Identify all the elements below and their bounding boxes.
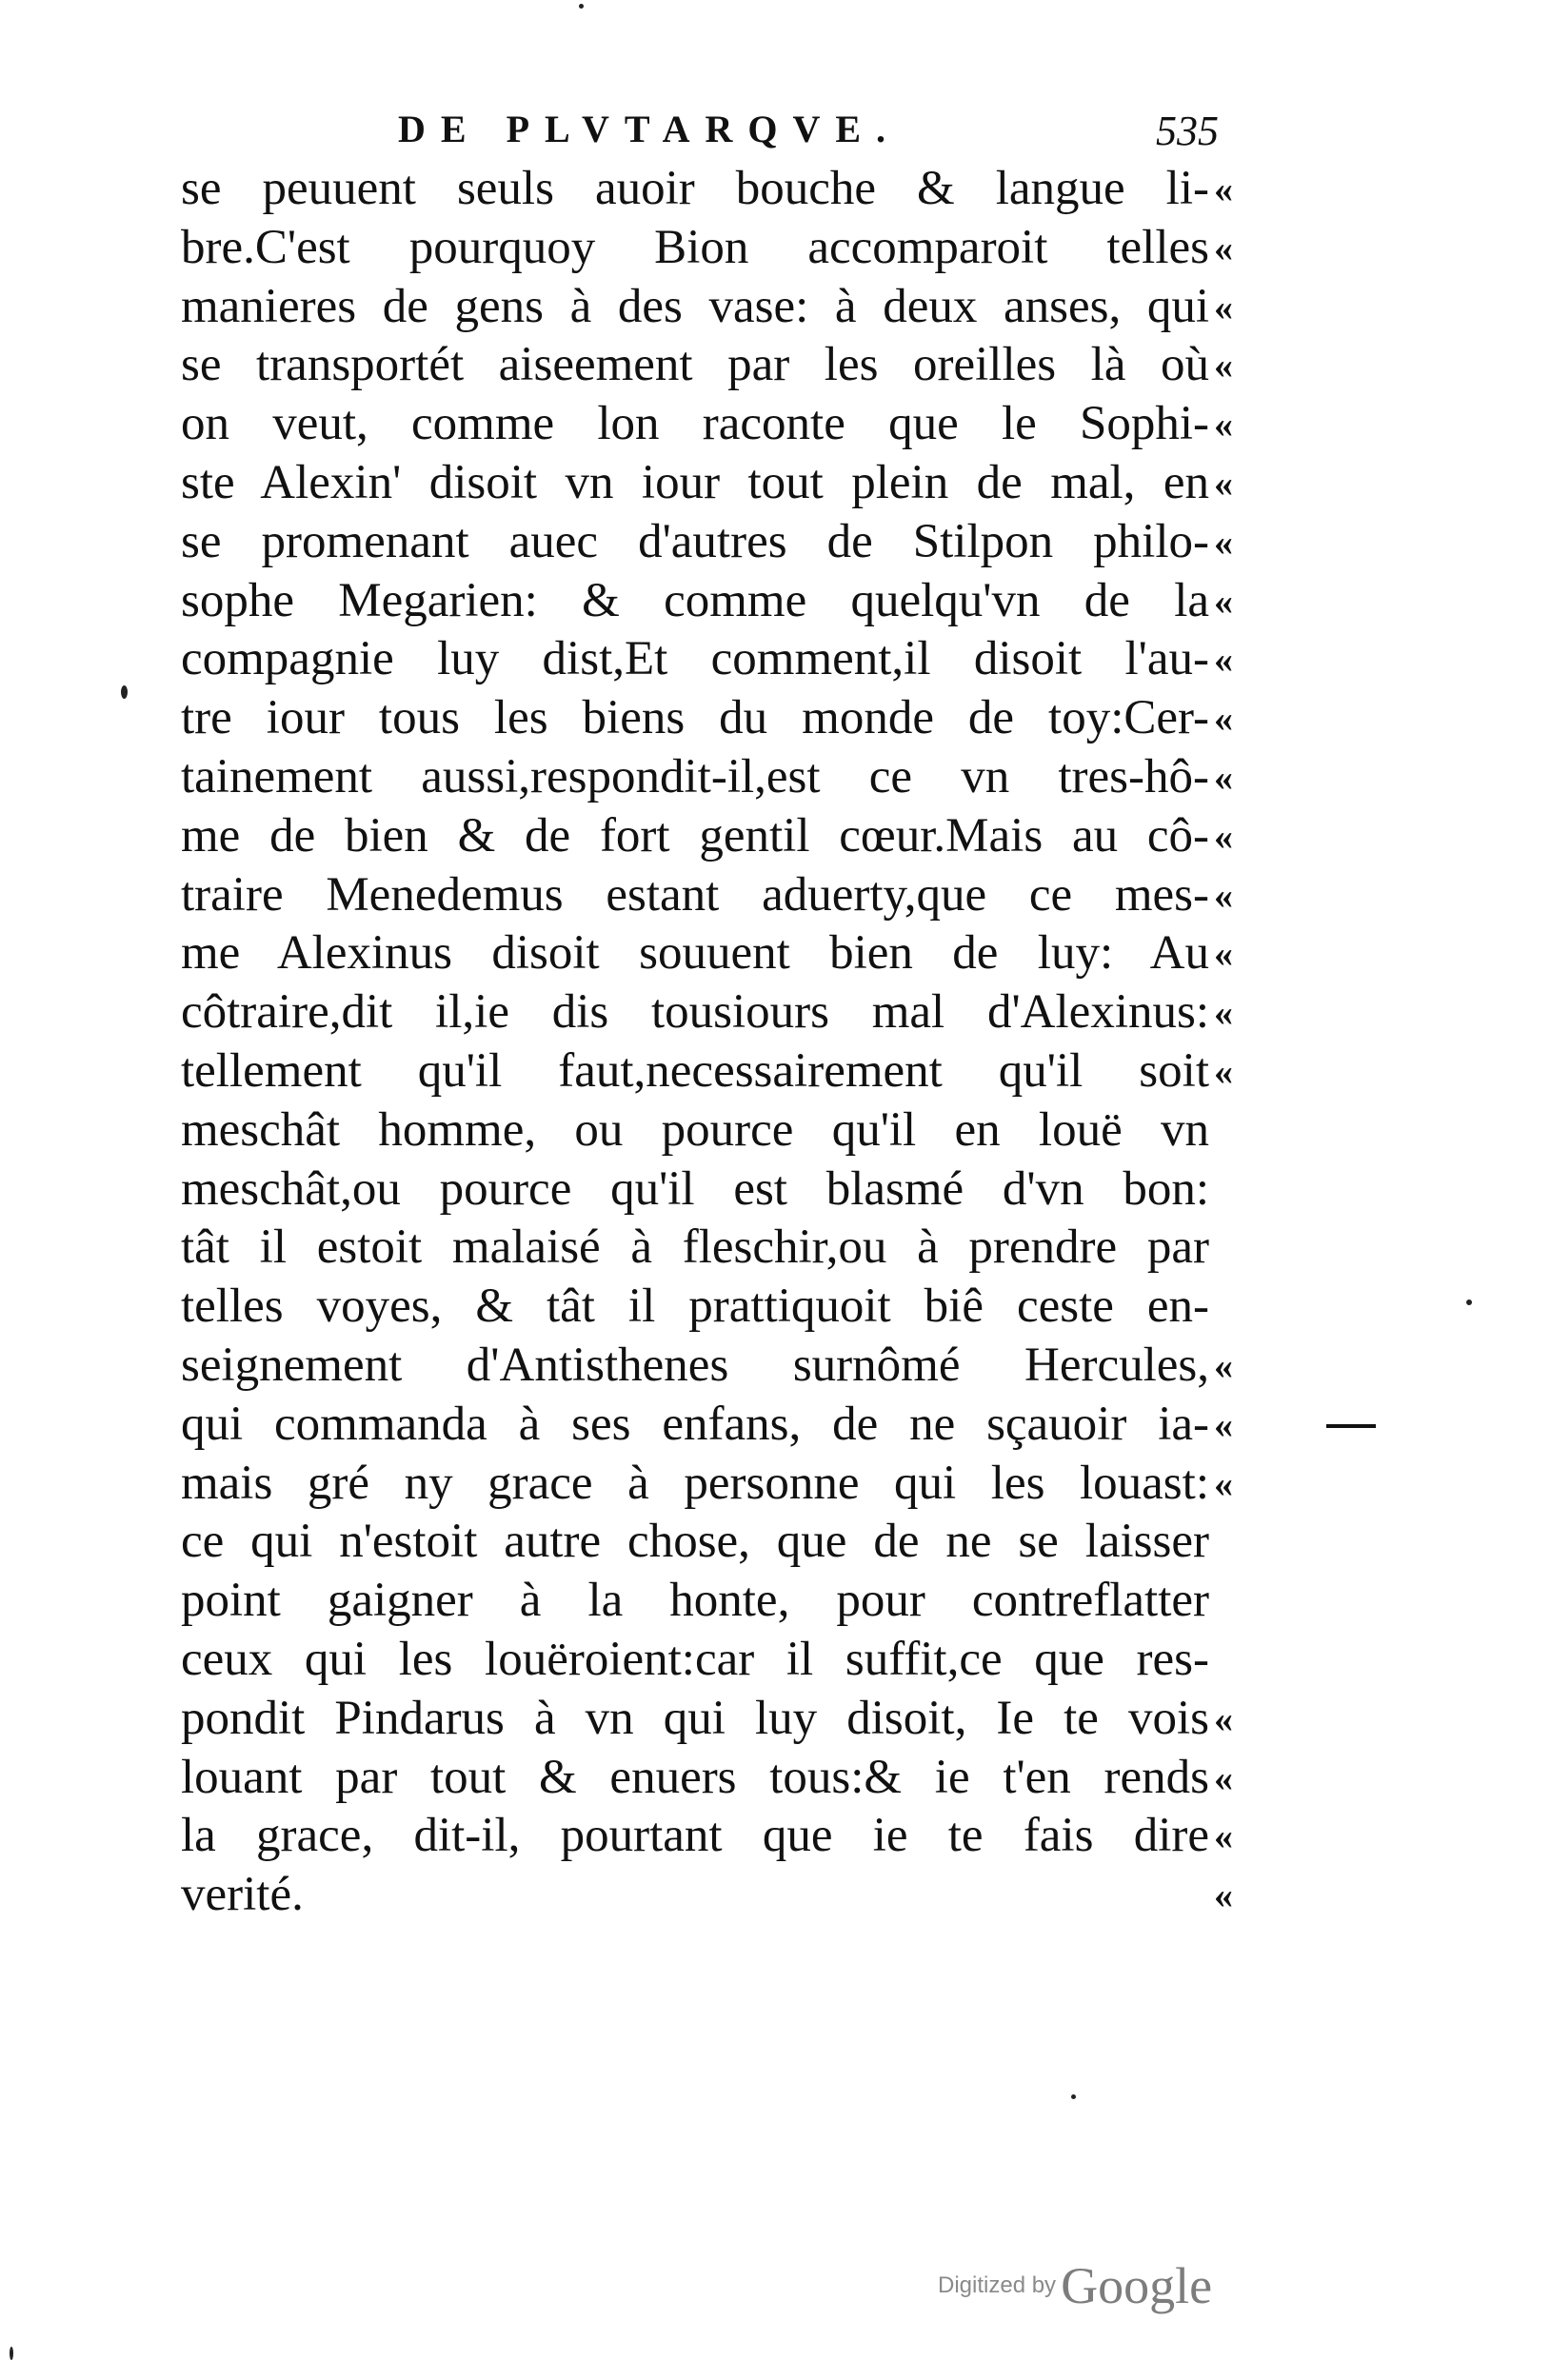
text-line: meschât,ou pource qu'il est blasmé d'vn bon:	[181, 1161, 1209, 1216]
text-line: me Alexinus disoit souuent bien de luy: Au	[181, 926, 1209, 981]
quotation-mark: «	[1214, 1343, 1233, 1387]
quotation-mark: «	[1214, 1461, 1233, 1505]
quotation-mark	[1214, 1278, 1271, 1337]
quotation-mark: «	[1214, 344, 1233, 387]
text-line: point gaigner à la honte, pour contreflatter	[181, 1574, 1209, 1628]
quotation-mark: «	[1214, 1402, 1233, 1446]
ink-speck	[579, 4, 584, 9]
quotation-mark	[1214, 1631, 1271, 1690]
ink-speck	[1466, 1299, 1472, 1305]
quotation-mark: «	[1214, 226, 1233, 269]
text-line: la grace, dit-il, pourtant que ie te fais dire	[181, 1809, 1209, 1863]
quotation-mark: «	[1214, 1874, 1233, 1917]
text-line: verité.	[181, 1868, 304, 1922]
body-text	[181, 160, 1209, 1925]
text-line: me de bien & de fort gentil cœur.Mais au cô-	[181, 808, 1209, 863]
quotation-mark: «	[1214, 814, 1233, 858]
page-number: 535	[1156, 108, 1219, 154]
text-line: tre iour tous les biens du monde de toy:Cer-	[181, 691, 1209, 745]
quotation-mark: «	[1214, 168, 1233, 210]
text-line: ceux qui les louëroient:car il suffit,ce que res-	[181, 1632, 1209, 1686]
quotation-mark: «	[1214, 1755, 1233, 1799]
text-line: manieres de gens à des vase: à deux anses, qui	[181, 279, 1209, 333]
text-line: se peuuent seuls auoir bouche & langue li-	[181, 162, 1209, 215]
text-line: se promenant auec d'autres de Stilpon philo-	[181, 514, 1209, 568]
text-line: tainement aussi,respondit-il,est ce vn tres-hô-	[181, 749, 1209, 803]
quotation-mark	[1214, 1160, 1271, 1220]
margin-dash	[1326, 1424, 1376, 1428]
text-line: traire Menedemus estant aduerty,que ce mes-	[181, 867, 1209, 922]
quotation-mark	[1214, 1101, 1271, 1160]
quotation-mark: «	[1214, 697, 1233, 741]
quotation-mark	[1214, 1513, 1271, 1572]
quotation-mark: «	[1214, 1049, 1233, 1093]
quotation-mark: «	[1214, 991, 1233, 1035]
ink-speck	[10, 2347, 13, 2360]
quotation-mark: «	[1214, 873, 1233, 917]
text-line: ce qui n'estoit autre chose, que de ne se laisser	[181, 1515, 1209, 1569]
text-line: tât il estoit malaisé à fleschir,ou à prendre par	[181, 1220, 1209, 1275]
text-line: on veut, comme lon raconte que le Sophi-	[181, 397, 1209, 451]
digitization-watermark	[938, 2256, 1212, 2315]
quotation-mark: «	[1214, 461, 1233, 505]
margin-quotation-marks	[1214, 160, 1271, 1925]
text-line: ste Alexin' disoit vn iour tout plein de mal, en	[181, 455, 1209, 509]
text-line: telles voyes, & tât il prattiquoit biê ceste en-	[181, 1279, 1209, 1334]
text-line: pondit Pindarus à vn qui luy disoit, Ie te vois	[181, 1691, 1209, 1745]
text-line: côtraire,dit il,ie dis tousiours mal d'Alexinus:	[181, 985, 1209, 1040]
quotation-mark: «	[1214, 403, 1233, 446]
quotation-mark: «	[1214, 1696, 1233, 1740]
watermark-brand: Google	[1061, 2257, 1213, 2314]
ink-speck	[121, 685, 128, 699]
quotation-mark: «	[1214, 932, 1233, 976]
text-line: louant par tout & enuers tous:& ie t'en rends	[181, 1750, 1209, 1804]
watermark-prefix: Digitized by	[938, 2272, 1057, 2298]
quotation-mark	[1214, 1572, 1271, 1631]
text-line: tellement qu'il faut,necessairement qu'il soit	[181, 1043, 1209, 1098]
quotation-mark: «	[1214, 285, 1233, 328]
text-line: compagnie luy dist,Et comment,il disoit l'au-	[181, 632, 1209, 686]
page-header	[381, 107, 1219, 164]
text-line: se transportét aiseement par les oreilles là où	[181, 338, 1209, 392]
quotation-mark: «	[1214, 520, 1233, 564]
quotation-mark: «	[1214, 755, 1233, 799]
text-line: mais gré ny grace à personne qui les louast:	[181, 1456, 1209, 1510]
quotation-mark	[1214, 1219, 1271, 1278]
quotation-mark: «	[1214, 1815, 1233, 1858]
text-line: bre.C'est pourquoy Bion accomparoit telles	[181, 220, 1209, 274]
text-line: seignement d'Antisthenes surnômé Hercules,	[181, 1338, 1209, 1392]
quotation-mark: «	[1214, 579, 1233, 623]
text-line: sophe Megarien: & comme quelqu'vn de la	[181, 573, 1209, 627]
quotation-mark: «	[1214, 638, 1233, 682]
running-title: DE PLVTARQVE.	[398, 108, 902, 150]
text-line: meschât homme, ou pource qu'il en louë vn	[181, 1102, 1209, 1157]
ink-speck	[1071, 2094, 1076, 2099]
text-line: qui commanda à ses enfans, de ne sçauoir ia-	[181, 1397, 1209, 1451]
